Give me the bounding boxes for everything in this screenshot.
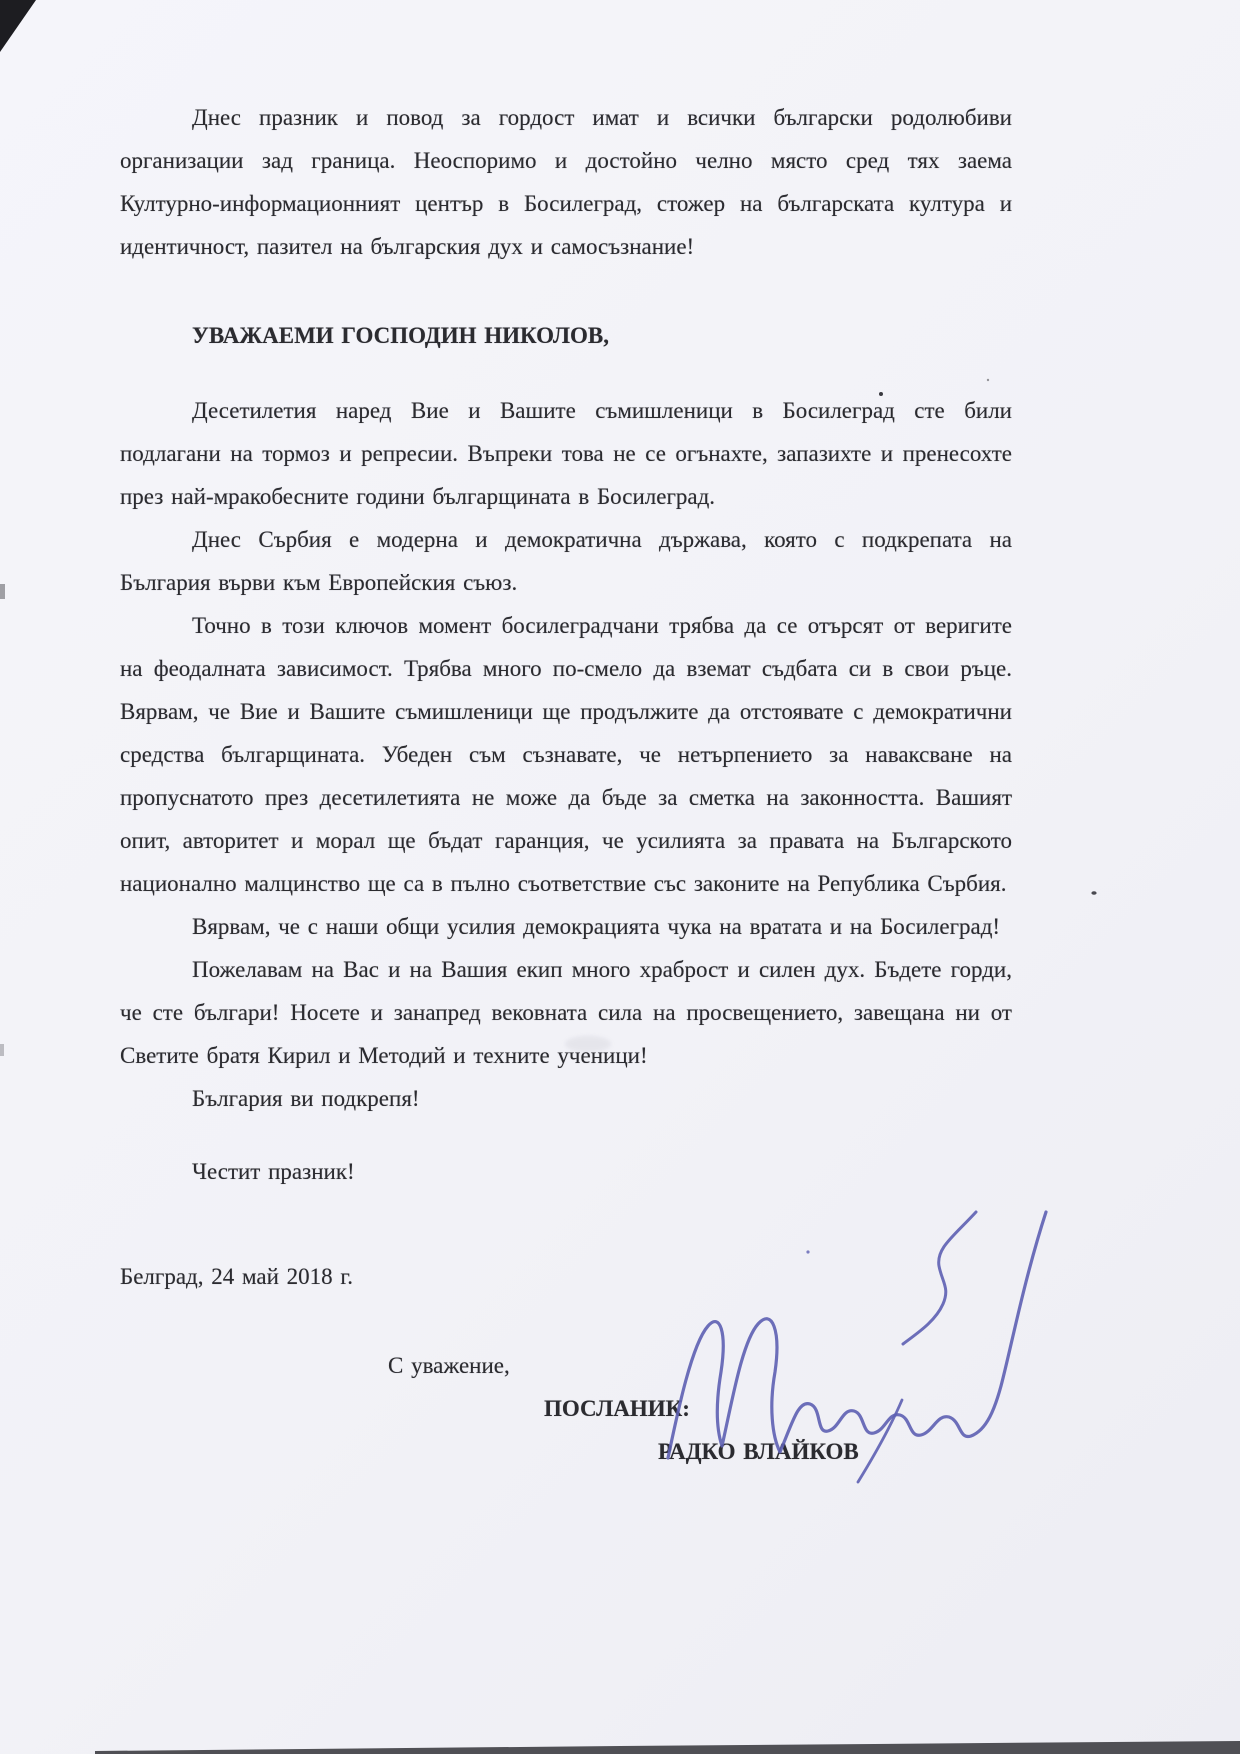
body-paragraph: Десетилетия наред Вие и Вашите съмишленици в Босилеград сте били подлагани на тормоз и репресии. Въпреки това не се огънахте, запазихте и пренесохте през най-мракобесните години българщината в Босилеград. [120, 398, 1012, 509]
sender-title: ПОСЛАНИК: [544, 1396, 690, 1421]
body-paragraph: Днес Сърбия е модерна и демократична държава, която с подкрепата на България върви към Европейския съюз. [120, 527, 1012, 595]
edge-mark [0, 1044, 4, 1056]
body-paragraph: България ви подкрепя! [192, 1086, 420, 1111]
salutation: УВАЖАЕМИ ГОСПОДИН НИКОЛОВ, [192, 323, 610, 348]
edge-mark [0, 584, 5, 599]
body-paragraph: Пожелавам на Вас и на Вашия екип много храброст и силен дух. Бъдете горди, че сте българи! Носете и занапред вековната сила на просвещението, завещана ни от Светите братя Кирил и Методий и техните ученици! [120, 957, 1012, 1068]
dateline: Белград, 24 май 2018 г. [120, 1264, 353, 1289]
intro-paragraph: Днес празник и повод за гордост имат и всички български родолюбиви организации зад граница. Неоспоримо и достойно челно място сред тях заема Културно-информационният център в Босилеград, стожер на българската култура и идентичност, пазител на българския дух и самосъзнание! [120, 105, 1012, 259]
sender-name: РАДКО ВЛАЙКОВ [658, 1439, 859, 1464]
valediction: С уважение, [388, 1353, 510, 1378]
congratulation-line: Честит празник! [192, 1159, 355, 1184]
corner-shadow [0, 0, 36, 52]
letter-body [120, 96, 1012, 1473]
body-paragraph: Точно в този ключов момент босилеградчани трябва да се отърсят от веригите на феодалната зависимост. Трябва много по-смело да вземат съдбата си в свои ръце. Вярвам, че Вие и Вашите съмишленици ще продължите да отстоявате с демократични средства българщината. Убеден съм съзнавате, че нетърпението за наваксване на пропуснатото през десетилетията не може да бъде за сметка на законността. Вашият опит, авторитет и морал ще бъдат гаранция, че усилията за правата на Българското национално малцинство ще са в пълно съответствие със законите на Република Сърбия. [120, 613, 1012, 896]
bottom-scan-edge [95, 1741, 1240, 1754]
stray-dot [1091, 891, 1096, 895]
scan-smudge [565, 1036, 611, 1052]
body-paragraph: Вярвам, че с наши общи усилия демокрацията чука на вратата и на Босилеград! [192, 914, 1001, 939]
